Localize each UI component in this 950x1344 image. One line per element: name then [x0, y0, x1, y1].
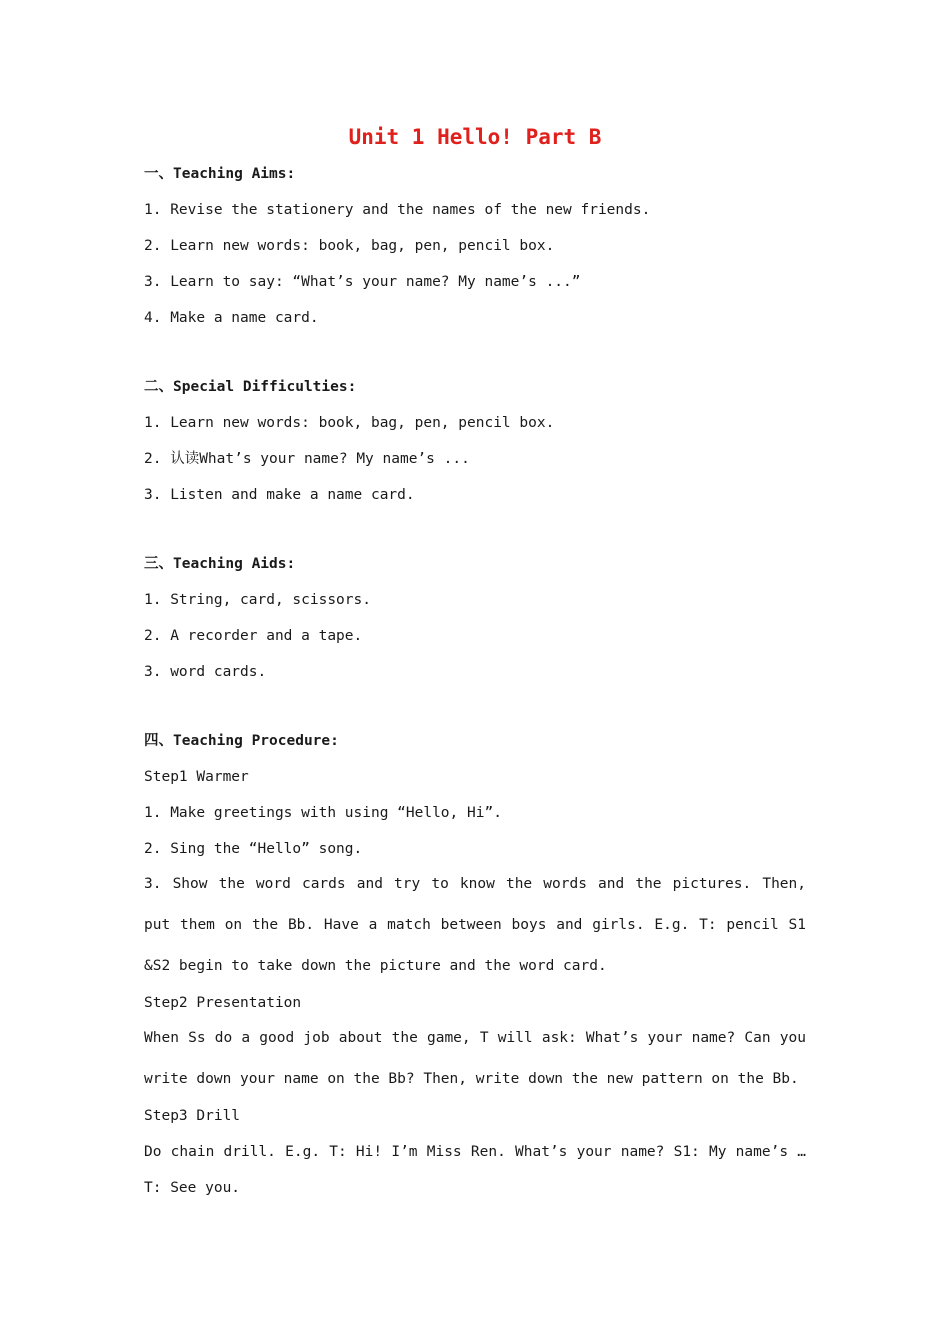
difficulties-item: 1. Learn new words: book, bag, pen, pencil box. [144, 415, 555, 431]
step-paragraph: When Ss do a good job about the game, T will ask: What’s your name? Can you write down your name on the Bb? Then, write down the new pattern on the Bb. [144, 1030, 806, 1087]
section-spacer [144, 690, 806, 723]
document-page [144, 118, 806, 1206]
aims-item: 3. Learn to say: “What’s your name? My name’s ...” [144, 274, 581, 290]
step-item-paragraph: 3. Show the word cards and try to know the words and the pictures. Then, put them on the Bb. Have a match between boys and girls. E.g. T: pencil S1 &S2 begin to take down the picture and the word card. [144, 876, 806, 974]
document-title: Unit 1 Hello! Part B [348, 125, 602, 149]
step-title: Step1 Warmer [144, 769, 249, 785]
step-paragraph: Do chain drill. E.g. T: Hi! I’m Miss Ren. What’s your name? S1: My name’s … T: See you. [144, 1144, 806, 1196]
step-title: Step3 Drill [144, 1108, 241, 1124]
difficulties-item: 3. Listen and make a name card. [144, 487, 415, 503]
aids-item: 2. A recorder and a tape. [144, 628, 363, 644]
section-spacer [144, 513, 806, 546]
section-spacer [144, 336, 806, 369]
section-heading-difficulties: 二、Special Difficulties: [144, 379, 357, 395]
aims-item: 4. Make a name card. [144, 310, 319, 326]
aids-item: 1. String, card, scissors. [144, 592, 371, 608]
section-heading-procedure: 四、Teaching Procedure: [144, 733, 339, 749]
step-title: Step2 Presentation [144, 995, 302, 1011]
difficulties-item: 2. 认读What’s your name? My name’s ... [144, 451, 470, 467]
step-item: 1. Make greetings with using “Hello, Hi”. [144, 805, 502, 821]
aims-item: 1. Revise the stationery and the names of the new friends. [144, 202, 651, 218]
step-item: 2. Sing the “Hello” song. [144, 841, 363, 857]
section-heading-aims: 一、Teaching Aims: [144, 166, 296, 182]
section-heading-aids: 三、Teaching Aids: [144, 556, 296, 572]
aids-item: 3. word cards. [144, 664, 267, 680]
aims-item: 2. Learn new words: book, bag, pen, pencil box. [144, 238, 555, 254]
